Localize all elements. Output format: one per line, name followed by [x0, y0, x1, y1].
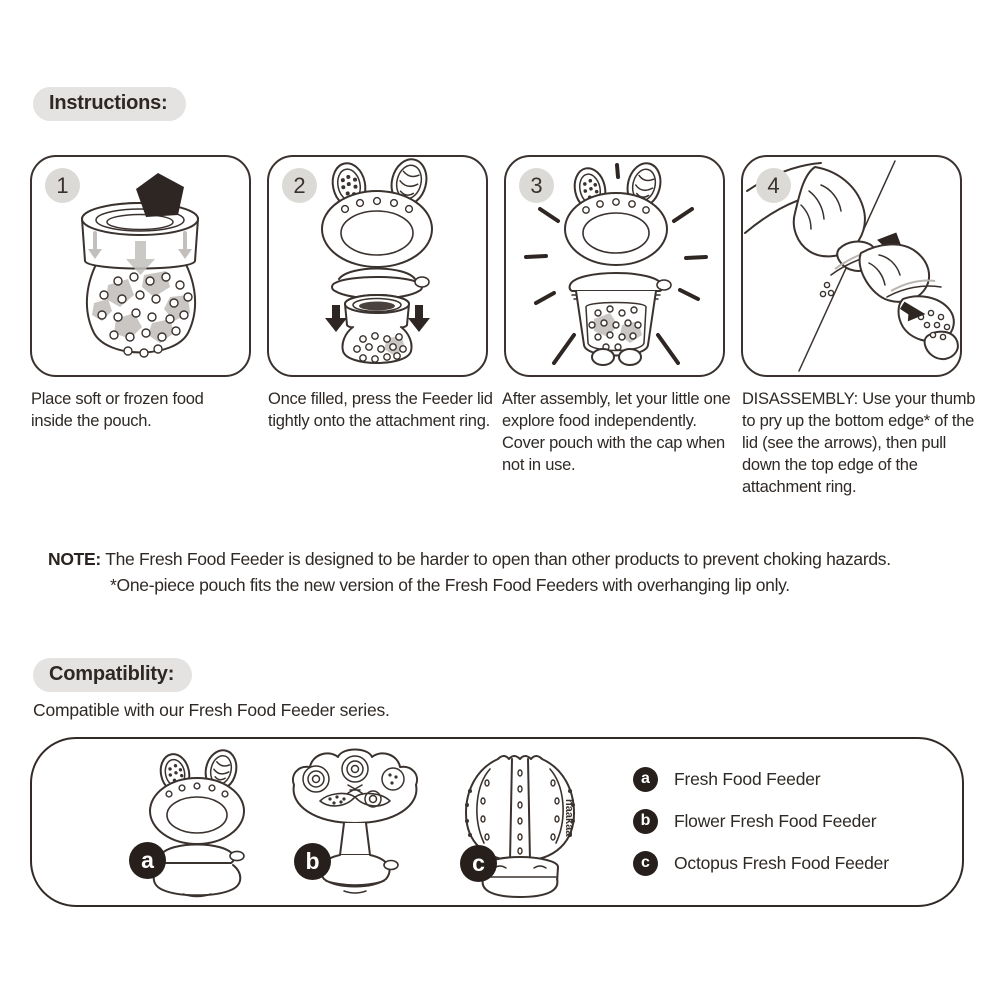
- note-text-2: *One-piece pouch fits the new version of the Fresh Food Feeders with overhanging lip only.: [110, 575, 790, 596]
- pull-down-hand: [860, 244, 958, 359]
- step-3-number: 3: [519, 168, 554, 203]
- legend-row-a: [633, 767, 889, 792]
- step-4-number: 4: [756, 168, 791, 203]
- octopus-fresh-food-feeder-icon: [440, 747, 600, 902]
- note-block: [48, 546, 891, 599]
- step-3-panel: [504, 155, 725, 377]
- product-a-badge: a: [129, 842, 166, 879]
- compatibility-box: [30, 737, 964, 907]
- legend-label-b: Flower Fresh Food Feeder: [674, 811, 877, 831]
- step-3-caption: After assembly, let your little one explore food independently. Cover pouch with the cap when not in use.: [502, 390, 731, 474]
- compatibility-subtitle: Compatible with our Fresh Food Feeder series.: [33, 700, 390, 720]
- legend-badge-a: a: [633, 767, 658, 792]
- flower-fresh-food-feeder-icon: [280, 747, 430, 902]
- product-c-badge: c: [460, 845, 497, 882]
- product-b-badge: b: [294, 843, 331, 880]
- legend-row-b: [633, 809, 889, 834]
- compatibility-legend: [633, 767, 889, 893]
- step-2-number: 2: [282, 168, 317, 203]
- step-1-caption: Place soft or frozen food inside the pouch.: [31, 390, 204, 430]
- note-label: NOTE:: [48, 549, 101, 569]
- compatibility-heading: Compatiblity:: [33, 658, 192, 692]
- product-b: [280, 747, 430, 902]
- step-1-panel: [30, 155, 251, 377]
- step-2-caption: Once filled, press the Feeder lid tightly onto the attachment ring.: [268, 390, 493, 430]
- step-4-panel: [741, 155, 962, 377]
- product-a: [117, 747, 277, 899]
- product-c: [440, 747, 600, 902]
- note-text-1: The Fresh Food Feeder is designed to be harder to open than other products to prevent choking hazards.: [105, 549, 891, 569]
- legend-badge-c: c: [633, 851, 658, 876]
- brand-mark-text: haakaa: [563, 799, 575, 837]
- legend-label-a: Fresh Food Feeder: [674, 769, 821, 789]
- legend-badge-b: b: [633, 809, 658, 834]
- legend-row-c: [633, 851, 889, 876]
- instructions-heading: Instructions:: [33, 87, 186, 121]
- step-2-panel: [267, 155, 488, 377]
- step-1-number: 1: [45, 168, 80, 203]
- legend-label-c: Octopus Fresh Food Feeder: [674, 853, 889, 873]
- step-4-caption: DISASSEMBLY: Use your thumb to pry up the bottom edge* of the lid (see the arrows), then pull down the top edge of the attachment ring.: [742, 390, 976, 496]
